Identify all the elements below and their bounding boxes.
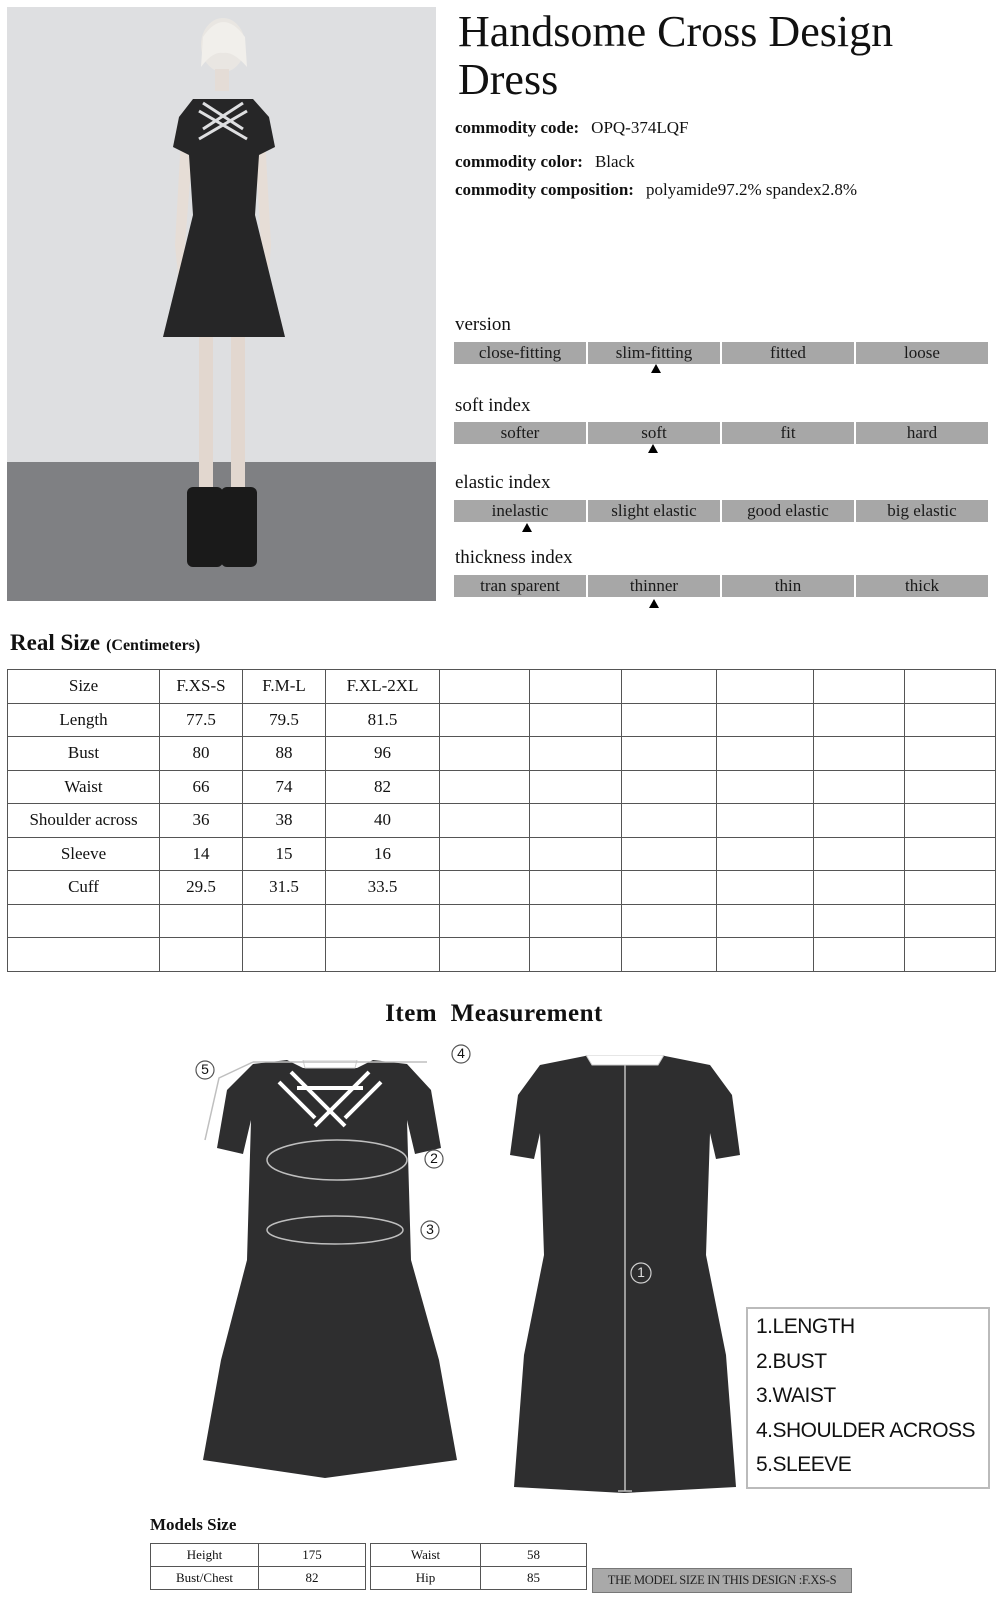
size-table [7,669,996,972]
table-cell: 81.5 [326,703,440,737]
elastic-index-option: inelastic [454,500,586,522]
table-cell: Cuff [8,871,160,905]
table-cell: Length [8,703,160,737]
real-size-heading [10,630,200,656]
table-cell: 31.5 [243,871,326,905]
table-cell: 40 [326,804,440,838]
table-cell: 175 [259,1544,366,1567]
version-label: version [455,314,511,335]
empty-cell [717,837,814,871]
empty-cell [905,737,996,771]
thickness-index-option: tran sparent [454,575,586,597]
elastic-index-label: elastic index [455,472,551,493]
table-cell: 66 [160,770,243,804]
table-cell: 14 [160,837,243,871]
dress-front-diagram [195,1060,465,1500]
legend-item: 3.WAIST [756,1384,836,1407]
empty-cell [622,737,717,771]
empty-cell [814,804,905,838]
table-cell: 74 [243,770,326,804]
item-measurement-title: Item Measurement [385,1000,603,1027]
empty-cell [622,670,717,704]
spec-commodity-code [455,118,688,138]
elastic-index-scale [454,500,988,522]
legend-item: 2.BUST [756,1350,827,1373]
elastic-index-option: slight elastic [588,500,720,522]
table-header-cell: F.M-L [243,670,326,704]
thickness-index-option: thinner [588,575,720,597]
legend-item: 4.SHOULDER ACROSS [756,1419,976,1442]
table-row [151,1567,366,1590]
table-cell: 33.5 [326,871,440,905]
empty-cell [717,703,814,737]
table-cell: 85 [481,1567,587,1590]
real-size-unit: (Centimeters) [106,637,201,654]
spec-commodity-composition [455,180,857,200]
table-cell: 77.5 [160,703,243,737]
empty-cell [905,670,996,704]
empty-cell [530,737,622,771]
elastic-index-selected-marker [522,523,532,532]
soft-index-selected-marker [648,444,658,453]
version-scale [454,342,988,364]
table-cell: 16 [326,837,440,871]
empty-cell [326,904,440,938]
table-row [8,703,996,737]
empty-cell [622,804,717,838]
table-row [371,1567,587,1590]
table-cell: 38 [243,804,326,838]
empty-cell [814,703,905,737]
empty-cell [530,804,622,838]
soft-index-option: soft [588,422,720,444]
table-row-empty [8,938,996,972]
version-option: loose [856,342,988,364]
empty-cell [905,804,996,838]
marker-waist-number: 3 [426,1221,434,1237]
empty-cell [530,938,622,972]
table-cell: 29.5 [160,871,243,905]
table-row [8,837,996,871]
empty-cell [717,904,814,938]
empty-cell [530,770,622,804]
elastic-index-option: big elastic [856,500,988,522]
legend-item: 1.LENGTH [756,1315,855,1338]
table-cell: Height [151,1544,259,1567]
table-row [8,804,996,838]
table-row [371,1544,587,1567]
empty-cell [530,837,622,871]
soft-index-option: fit [722,422,854,444]
empty-cell [814,938,905,972]
empty-cell [905,837,996,871]
table-cell: Shoulder across [8,804,160,838]
models-size-title: Models Size [150,1515,237,1534]
marker-sleeve-number: 5 [201,1061,209,1077]
empty-cell [440,904,530,938]
thickness-index-scale [454,575,988,597]
thickness-index-label: thickness index [455,547,573,568]
empty-cell [717,670,814,704]
product-title: Handsome Cross Design Dress [458,7,894,104]
product-photo [7,7,436,601]
empty-cell [440,938,530,972]
table-cell: 82 [259,1567,366,1590]
empty-cell [530,904,622,938]
marker-shoulder-across-number: 4 [457,1045,465,1061]
version-option: slim-fitting [588,342,720,364]
table-cell: 88 [243,737,326,771]
version-selected-marker [651,364,661,373]
empty-cell [717,770,814,804]
empty-cell [440,703,530,737]
empty-cell [243,938,326,972]
empty-cell [814,770,905,804]
empty-cell [905,871,996,905]
empty-cell [814,871,905,905]
models-size-table-right [370,1543,587,1590]
empty-cell [814,670,905,704]
table-cell: 80 [160,737,243,771]
empty-cell [814,737,905,771]
measurement-legend [746,1307,990,1489]
empty-cell [905,938,996,972]
real-size-title: Real Size [10,630,101,655]
spec-value: OPQ-374LQF [591,118,689,137]
table-cell: Bust [8,737,160,771]
empty-cell [717,938,814,972]
empty-cell [622,703,717,737]
table-header-cell: F.XL-2XL [326,670,440,704]
thickness-index-option: thick [856,575,988,597]
spec-label: commodity color: [455,152,583,171]
spec-value: polyamide97.2% spandex2.8% [645,180,858,199]
table-cell: Waist [8,770,160,804]
legend-item: 5.SLEEVE [756,1453,852,1476]
table-row-empty [8,904,996,938]
thickness-index-selected-marker [649,599,659,608]
version-option: fitted [722,342,854,364]
version-option: close-fitting [454,342,586,364]
table-row [8,871,996,905]
empty-cell [440,670,530,704]
dress-back-diagram [500,1055,750,1500]
soft-index-scale [454,422,988,444]
spec-value: Black [594,152,635,171]
table-row [8,770,996,804]
empty-cell [905,904,996,938]
empty-cell [440,871,530,905]
table-cell: 96 [326,737,440,771]
empty-cell [160,904,243,938]
empty-cell [717,871,814,905]
empty-cell [8,904,160,938]
empty-cell [814,837,905,871]
table-header-cell: F.XS-S [160,670,243,704]
table-cell: 36 [160,804,243,838]
table-cell: 58 [481,1544,587,1567]
table-cell: Hip [371,1567,481,1590]
marker-length-number: 1 [637,1264,645,1280]
spec-commodity-color [455,152,635,172]
table-header-row [8,670,996,704]
empty-cell [530,670,622,704]
empty-cell [905,703,996,737]
empty-cell [717,737,814,771]
empty-cell [905,770,996,804]
empty-cell [622,938,717,972]
empty-cell [530,871,622,905]
empty-cell [717,804,814,838]
empty-cell [440,804,530,838]
table-header-cell: Size [8,670,160,704]
empty-cell [440,770,530,804]
empty-cell [814,904,905,938]
empty-cell [8,938,160,972]
thickness-index-option: thin [722,575,854,597]
empty-cell [622,770,717,804]
elastic-index-option: good elastic [722,500,854,522]
empty-cell [243,904,326,938]
table-cell: Waist [371,1544,481,1567]
model-size-note: THE MODEL SIZE IN THIS DESIGN :F.XS-S [592,1568,852,1593]
table-cell: 79.5 [243,703,326,737]
empty-cell [160,938,243,972]
empty-cell [622,837,717,871]
empty-cell [440,837,530,871]
table-row [151,1544,366,1567]
marker-bust-number: 2 [430,1150,438,1166]
table-cell: Bust/Chest [151,1567,259,1590]
empty-cell [622,871,717,905]
empty-cell [622,904,717,938]
soft-index-option: hard [856,422,988,444]
table-cell: 82 [326,770,440,804]
spec-label: commodity composition: [455,180,634,199]
empty-cell [440,737,530,771]
spec-label: commodity code: [455,118,580,137]
table-cell: 15 [243,837,326,871]
table-cell: Sleeve [8,837,160,871]
table-row [8,737,996,771]
soft-index-label: soft index [455,395,531,416]
empty-cell [530,703,622,737]
models-size-table-left [150,1543,366,1590]
soft-index-option: softer [454,422,586,444]
empty-cell [326,938,440,972]
